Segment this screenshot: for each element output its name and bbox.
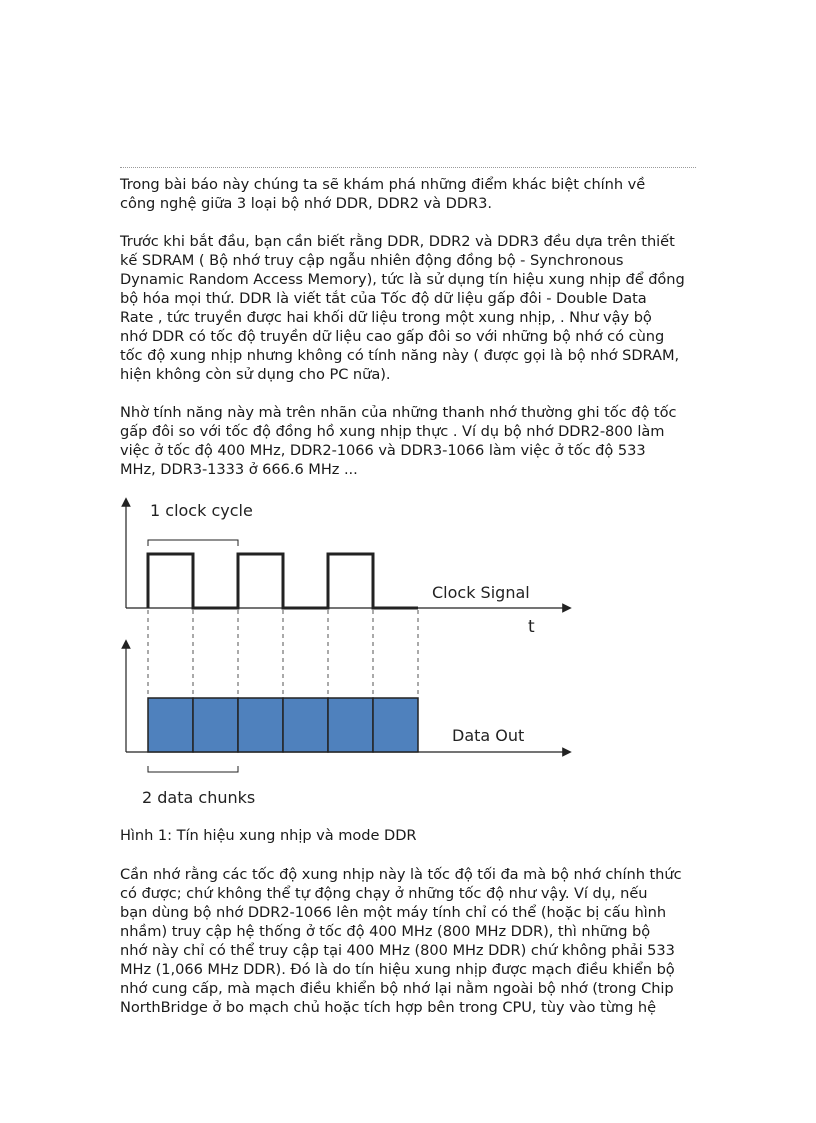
text-line: tốc độ xung nhịp nhưng không có tính năng này ( được gọi là bộ nhớ SDRAM, (120, 347, 680, 364)
time-axis-label: t (528, 617, 535, 637)
text-line: NorthBridge ở bo mạch chủ hoặc tích hợp bên trong CPU, tùy vào từng hệ (120, 999, 657, 1016)
clock-waveform (148, 554, 418, 608)
text-line: Trước khi bắt đầu, bạn cần biết rằng DDR, DDR2 và DDR3 đều dựa trên thiết (120, 233, 675, 250)
paragraph-sdram (120, 232, 700, 384)
text-line: Cần nhớ rằng các tốc độ xung nhịp này là tốc độ tối đa mà bộ nhớ chính thức (120, 866, 682, 883)
data-chunks-bracket (148, 766, 238, 772)
text-line: kế SDRAM ( Bộ nhớ truy cập ngẫu nhiên động đồng bộ - Synchronous (120, 252, 624, 269)
data-block (148, 698, 193, 752)
data-block (328, 698, 373, 752)
text-line: bộ hóa mọi thứ. DDR là viết tắt của Tốc độ dữ liệu gấp đôi - Double Data (120, 290, 647, 307)
data-block (238, 698, 283, 752)
text-line: bạn dùng bộ nhớ DDR2-1066 lên một máy tính chỉ có thể (hoặc bị cấu hình (120, 904, 667, 921)
text-line: nhớ này chỉ có thể truy cập tại 400 MHz (800 MHz DDR) chứ không phải 533 (120, 942, 675, 959)
clock-cycle-bracket (148, 540, 238, 546)
text-line: gấp đôi so với tốc độ đồng hồ xung nhịp thực . Ví dụ bộ nhớ DDR2-800 làm (120, 423, 665, 440)
ddr-timing-diagram (112, 490, 572, 820)
text-line: có được; chứ không thể tự động chạy ở những tốc độ như vậy. Ví dụ, nếu (120, 885, 648, 902)
caption-text: Hình 1: Tín hiệu xung nhịp và mode DDR (120, 827, 417, 844)
text-line: MHz, DDR3-1333 ở 666.6 MHz ... (120, 461, 358, 478)
text-line: nhớ cung cấp, mà mạch điều khiển bộ nhớ lại nằm ngoài bộ nhớ (trong Chip (120, 980, 674, 997)
edge-guides (148, 610, 418, 698)
text-line: Dynamic Random Access Memory), tức là sử dụng tín hiệu xung nhịp để đồng (120, 271, 685, 288)
text-line: Trong bài báo này chúng ta sẽ khám phá những điểm khác biệt chính về (120, 176, 646, 193)
text-line: nhầm) truy cập hệ thống ở tốc độ 400 MHz (800 MHz DDR), thì những bộ (120, 923, 651, 940)
text-line: Rate , tức truyền được hai khối dữ liệu trong một xung nhịp, . Như vậy bộ (120, 309, 652, 326)
paragraph-labels (120, 403, 700, 479)
data-block (283, 698, 328, 752)
data-chunks-label: 2 data chunks (142, 788, 256, 807)
text-line: Nhờ tính năng này mà trên nhãn của những thanh nhớ thường ghi tốc độ tốc (120, 404, 677, 421)
paragraph-intro (120, 175, 700, 213)
paragraph-clock-speed (120, 865, 700, 1017)
text-line: việc ở tốc độ 400 MHz, DDR2-1066 và DDR3-1066 làm việc ở tốc độ 533 (120, 442, 646, 459)
data-blocks (148, 698, 418, 752)
header-divider (120, 167, 696, 168)
text-line: hiện không còn sử dụng cho PC nữa). (120, 366, 391, 383)
text-line: nhớ DDR có tốc độ truyền dữ liệu cao gấp đôi so với những bộ nhớ có cùng (120, 328, 665, 345)
data-block (373, 698, 418, 752)
text-line: công nghệ giữa 3 loại bộ nhớ DDR, DDR2 và DDR3. (120, 195, 492, 212)
data-block (193, 698, 238, 752)
data-out-label: Data Out (452, 726, 525, 745)
clock-signal-label: Clock Signal (432, 583, 530, 602)
text-line: MHz (1,066 MHz DDR). Đó là do tín hiệu xung nhịp được mạch điều khiển bộ (120, 961, 675, 978)
clock-cycle-label: 1 clock cycle (150, 501, 253, 520)
figure-caption (120, 826, 700, 845)
